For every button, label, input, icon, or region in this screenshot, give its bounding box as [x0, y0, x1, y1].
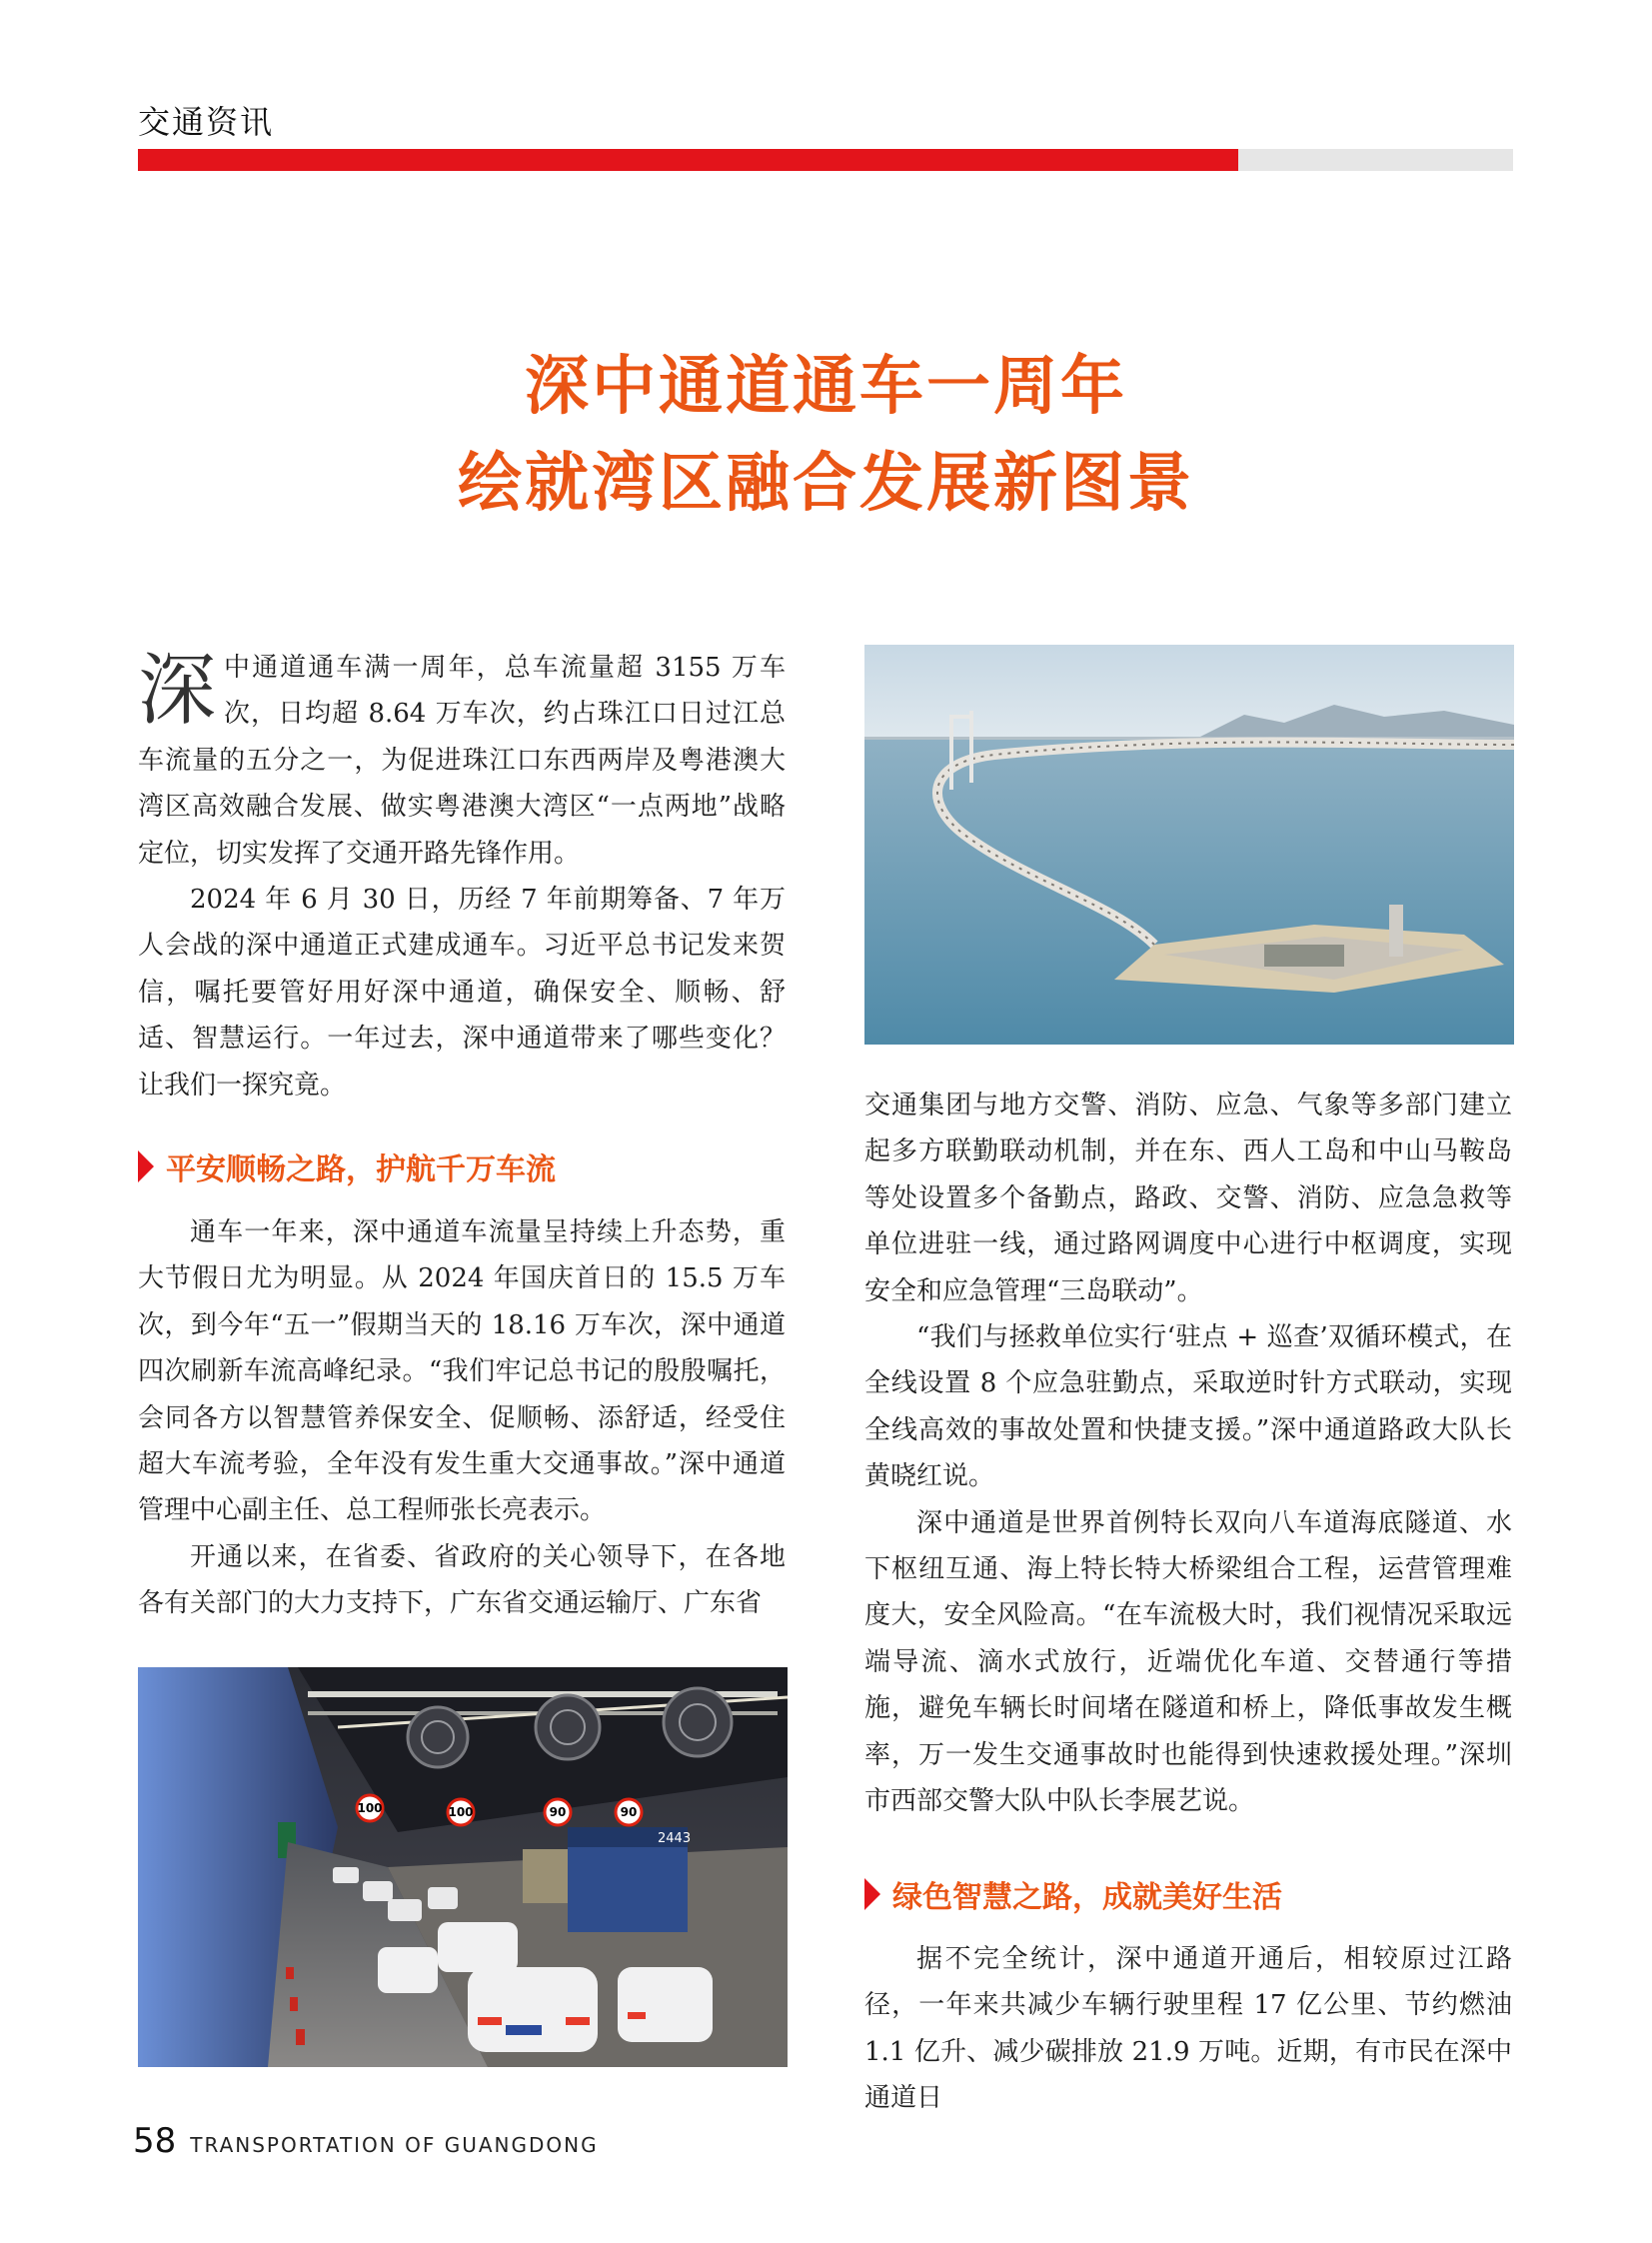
article-title-line-1: 深中通道通车一周年: [525, 350, 1127, 424]
intro-paragraph-1-text: 中通道通车满一周年，总车流量超 3155 万车次，日均超 8.64 万车次，约占珠江口日过江总车流量的五分之一，为促进珠江口东西两岸及粤港澳大湾区高效融合发展、做实粤港澳大湾区“一点两地”战略定位，切实发挥了交通开路先锋作用。: [138, 653, 786, 869]
speed-limit-sign-1: 100: [357, 1801, 383, 1815]
section-heading-green: [864, 1872, 1282, 1916]
speed-limit-sign-2: 100: [448, 1805, 474, 1819]
section-label: 交通资讯: [138, 103, 275, 141]
header-rule-red-segment: [138, 149, 1238, 171]
intro-paragraph-1: [138, 645, 786, 877]
section-heading-green-text: 绿色智慧之路，成就美好生活: [892, 1880, 1282, 1915]
tunnel-traffic-photo: [138, 1667, 788, 2067]
section2-block: [864, 1936, 1512, 2122]
heading-arrow-icon: [138, 1150, 154, 1182]
speed-limit-sign-3: 90: [549, 1805, 567, 1819]
bridge-aerial-photo: [864, 645, 1514, 1045]
intro-paragraph-2: 2024 年 6 月 30 日，历经 7 年前期筹备、7 年万人会战的深中通道正式建成通车。习近平总书记发来贺信，嘱托要管好用好深中通道，确保安全、顺畅、舒适、智慧运行。一年过去，深中通道带来了哪些变化？让我们一探究竟。: [138, 885, 786, 1101]
section1-left-block: [138, 1209, 786, 1627]
header-rule: [138, 149, 1513, 171]
page-number: 58: [133, 2121, 177, 2161]
section1-right-block: [864, 1083, 1512, 1825]
section-heading-safety: [138, 1144, 556, 1188]
heading-arrow-icon: [864, 1878, 880, 1910]
article-title-line-2: 绘就湾区融合发展新图景: [458, 447, 1194, 521]
section1-paragraph-2-start: 开通以来，在省委、省政府的关心领导下，在各地各有关部门的大力支持下，广东省交通运输厅、广东省: [138, 1541, 786, 1619]
section1-paragraph-2-cont: 交通集团与地方交警、消防、应急、气象等多部门建立起多方联勤联动机制，并在东、西人工岛和中山马鞍岛等处设置多个备勤点，路政、交警、消防、应急急救等单位进驻一线，通过路网调度中心进行中枢调度，实现安全和应急管理“三岛联动”。: [864, 1091, 1512, 1306]
section-heading-safety-text: 平安顺畅之路，护航千万车流: [166, 1152, 556, 1187]
drop-cap: 深: [138, 646, 217, 736]
section1-paragraph-3: “我们与拯救单位实行‘驻点 + 巡查’双循环模式，在全线设置 8 个应急驻勤点，采取逆时针方式联动，实现全线高效的事故处置和快捷支援。”深中通道路政大队长黄晓红说。: [864, 1322, 1512, 1492]
speed-limit-sign-4: 90: [620, 1805, 638, 1819]
section1-paragraph-4: 深中通道是世界首例特长双向八车道海底隧道、水下枢纽互通、海上特长特大桥梁组合工程，运营管理难度大，安全风险高。“在车流极大时，我们视情况采取远端导流、滴水式放行，近端优化车道、交替通行等措施，避免车辆长时间堵在隧道和桥上，降低事故发生概率，万一发生交通事故时也能得到快速救援处理。”深圳市西部交警大队中队长李展艺说。: [864, 1507, 1512, 1817]
intro-block: [138, 645, 786, 1109]
magazine-name: TRANSPORTATION OF GUANGDONG: [190, 2133, 599, 2157]
truck-number: 2443: [658, 1831, 692, 1846]
section1-paragraph-1: 通车一年来，深中通道车流量呈持续上升态势，重大节假日尤为明显。从 2024 年国庆首日的 15.5 万车次，到今年“五一”假期当天的 18.16 万车次，深中通道四次刷新车流高峰纪录。“我们牢记总书记的殷殷嘱托，会同各方以智慧管养保安全、促顺畅、添舒适，经受住超大车流考验，全年没有发生重大交通事故。”深中通道管理中心副主任、总工程师张长亮表示。: [138, 1217, 786, 1526]
section2-paragraph-1: 据不完全统计，深中通道开通后，相较原过江路径，一年来共减少车辆行驶里程 17 亿公里、节约燃油 1.1 亿升、减少碳排放 21.9 万吨。近期，有市民在深中通道日: [864, 1944, 1512, 2114]
page-footer: [133, 2121, 599, 2161]
